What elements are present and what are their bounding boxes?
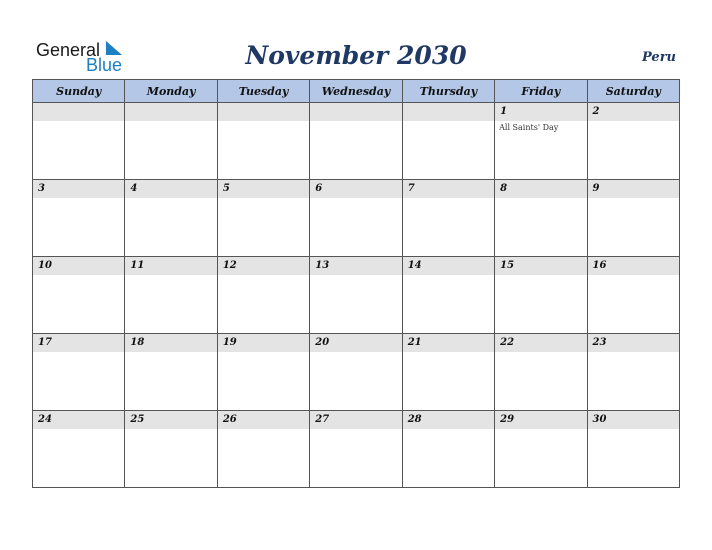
day-number-band <box>310 180 401 198</box>
day-number <box>125 103 216 106</box>
day-number-band <box>33 257 124 275</box>
day-cell <box>402 103 494 180</box>
week-row <box>33 257 680 334</box>
day-number <box>403 103 494 106</box>
day-number-band <box>33 103 124 121</box>
day-number: 6 <box>315 183 323 194</box>
day-number: 10 <box>38 260 52 271</box>
day-number-band <box>495 411 586 429</box>
day-number-band <box>495 103 586 121</box>
day-cell <box>217 257 309 334</box>
day-cell <box>310 103 402 180</box>
day-number-band <box>403 334 494 352</box>
logo-word-blue: Blue <box>86 55 123 75</box>
day-cell <box>495 180 587 257</box>
week-row <box>33 411 680 488</box>
day-number: 7 <box>407 183 415 194</box>
day-number: 20 <box>315 337 330 348</box>
day-cell <box>310 334 402 411</box>
day-number <box>33 103 124 106</box>
day-cell <box>310 257 402 334</box>
day-number: 14 <box>407 260 422 271</box>
week-row <box>33 334 680 411</box>
day-number-band <box>495 257 586 275</box>
day-cell <box>33 411 125 488</box>
day-cell <box>495 334 587 411</box>
day-cell <box>33 103 125 180</box>
day-cell <box>587 411 679 488</box>
day-number: 4 <box>130 183 138 194</box>
day-number-band <box>33 411 124 429</box>
day-number-band <box>218 257 309 275</box>
day-number: 22 <box>500 337 515 348</box>
day-number-band <box>125 257 216 275</box>
day-number-band <box>495 180 586 198</box>
day-number-band <box>125 334 216 352</box>
weekday-header-row <box>33 80 680 103</box>
day-cell <box>310 411 402 488</box>
day-number-band <box>403 103 494 121</box>
day-number-band <box>125 180 216 198</box>
day-number: 29 <box>500 414 515 425</box>
day-cell <box>495 257 587 334</box>
day-cell <box>125 411 217 488</box>
day-cell <box>587 257 679 334</box>
day-number <box>310 103 401 106</box>
day-number-band <box>218 334 309 352</box>
day-number: 12 <box>222 260 237 271</box>
week-row <box>33 103 680 180</box>
day-cell <box>217 180 309 257</box>
calendar-title: November 2030 <box>245 41 467 70</box>
day-number-band <box>310 411 401 429</box>
day-cell <box>217 334 309 411</box>
day-number: 1 <box>500 106 508 117</box>
day-number: 16 <box>592 260 607 271</box>
day-number-band <box>588 334 679 352</box>
day-number-band <box>33 180 124 198</box>
day-number: 28 <box>407 414 422 425</box>
day-number-band <box>310 334 401 352</box>
day-cell <box>125 334 217 411</box>
day-number-band <box>588 103 679 121</box>
day-number-band <box>125 411 216 429</box>
day-number: 18 <box>130 337 145 348</box>
day-number-band <box>588 180 679 198</box>
day-cell <box>402 180 494 257</box>
weekday-friday: Friday <box>495 80 587 103</box>
weekday-saturday: Saturday <box>587 80 679 103</box>
day-number: 21 <box>407 337 422 348</box>
day-cell <box>33 257 125 334</box>
day-number: 25 <box>130 414 145 425</box>
day-number-band <box>588 257 679 275</box>
day-number: 2 <box>592 106 600 117</box>
day-number-band <box>125 103 216 121</box>
day-number-band <box>33 334 124 352</box>
weekday-sunday: Sunday <box>33 80 125 103</box>
day-number-band <box>310 257 401 275</box>
day-cell <box>587 103 679 180</box>
weekday-monday: Monday <box>125 80 217 103</box>
day-number: 9 <box>592 183 600 194</box>
day-cell <box>125 257 217 334</box>
day-number: 8 <box>500 183 508 194</box>
day-cell <box>33 180 125 257</box>
day-number-band <box>588 411 679 429</box>
day-cell <box>125 180 217 257</box>
holiday-label: All Saints' Day <box>499 123 559 132</box>
day-cell <box>587 334 679 411</box>
day-number-band <box>218 411 309 429</box>
day-cell <box>217 103 309 180</box>
day-number-band <box>495 334 586 352</box>
day-number-band <box>403 180 494 198</box>
day-number: 3 <box>38 183 45 194</box>
day-cell <box>495 411 587 488</box>
day-number: 27 <box>315 414 330 425</box>
day-number: 13 <box>315 260 330 271</box>
day-number: 15 <box>500 260 515 271</box>
weekday-thursday: Thursday <box>402 80 494 103</box>
day-number: 24 <box>38 414 52 425</box>
day-number-band <box>403 257 494 275</box>
day-number <box>218 103 309 106</box>
day-number: 19 <box>222 337 237 348</box>
day-number: 30 <box>592 414 607 425</box>
day-number: 5 <box>222 183 230 194</box>
day-cell <box>402 334 494 411</box>
day-number: 26 <box>222 414 237 425</box>
day-number: 23 <box>592 337 607 348</box>
week-row <box>33 180 680 257</box>
day-number: 11 <box>130 260 145 271</box>
day-number-band <box>218 103 309 121</box>
logo-word-general: General <box>36 40 101 60</box>
day-number-band <box>218 180 309 198</box>
day-cell <box>310 180 402 257</box>
day-cell <box>217 411 309 488</box>
weekday-wednesday: Wednesday <box>310 80 402 103</box>
day-cell <box>587 180 679 257</box>
day-number-band <box>403 411 494 429</box>
calendar-grid <box>32 79 680 488</box>
day-cell <box>33 334 125 411</box>
day-cell <box>495 103 587 180</box>
day-cell <box>402 257 494 334</box>
country-label: Peru <box>642 50 676 65</box>
day-number: 17 <box>38 337 52 348</box>
day-cell <box>125 103 217 180</box>
day-cell <box>402 411 494 488</box>
day-number-band <box>310 103 401 121</box>
weekday-tuesday: Tuesday <box>217 80 309 103</box>
